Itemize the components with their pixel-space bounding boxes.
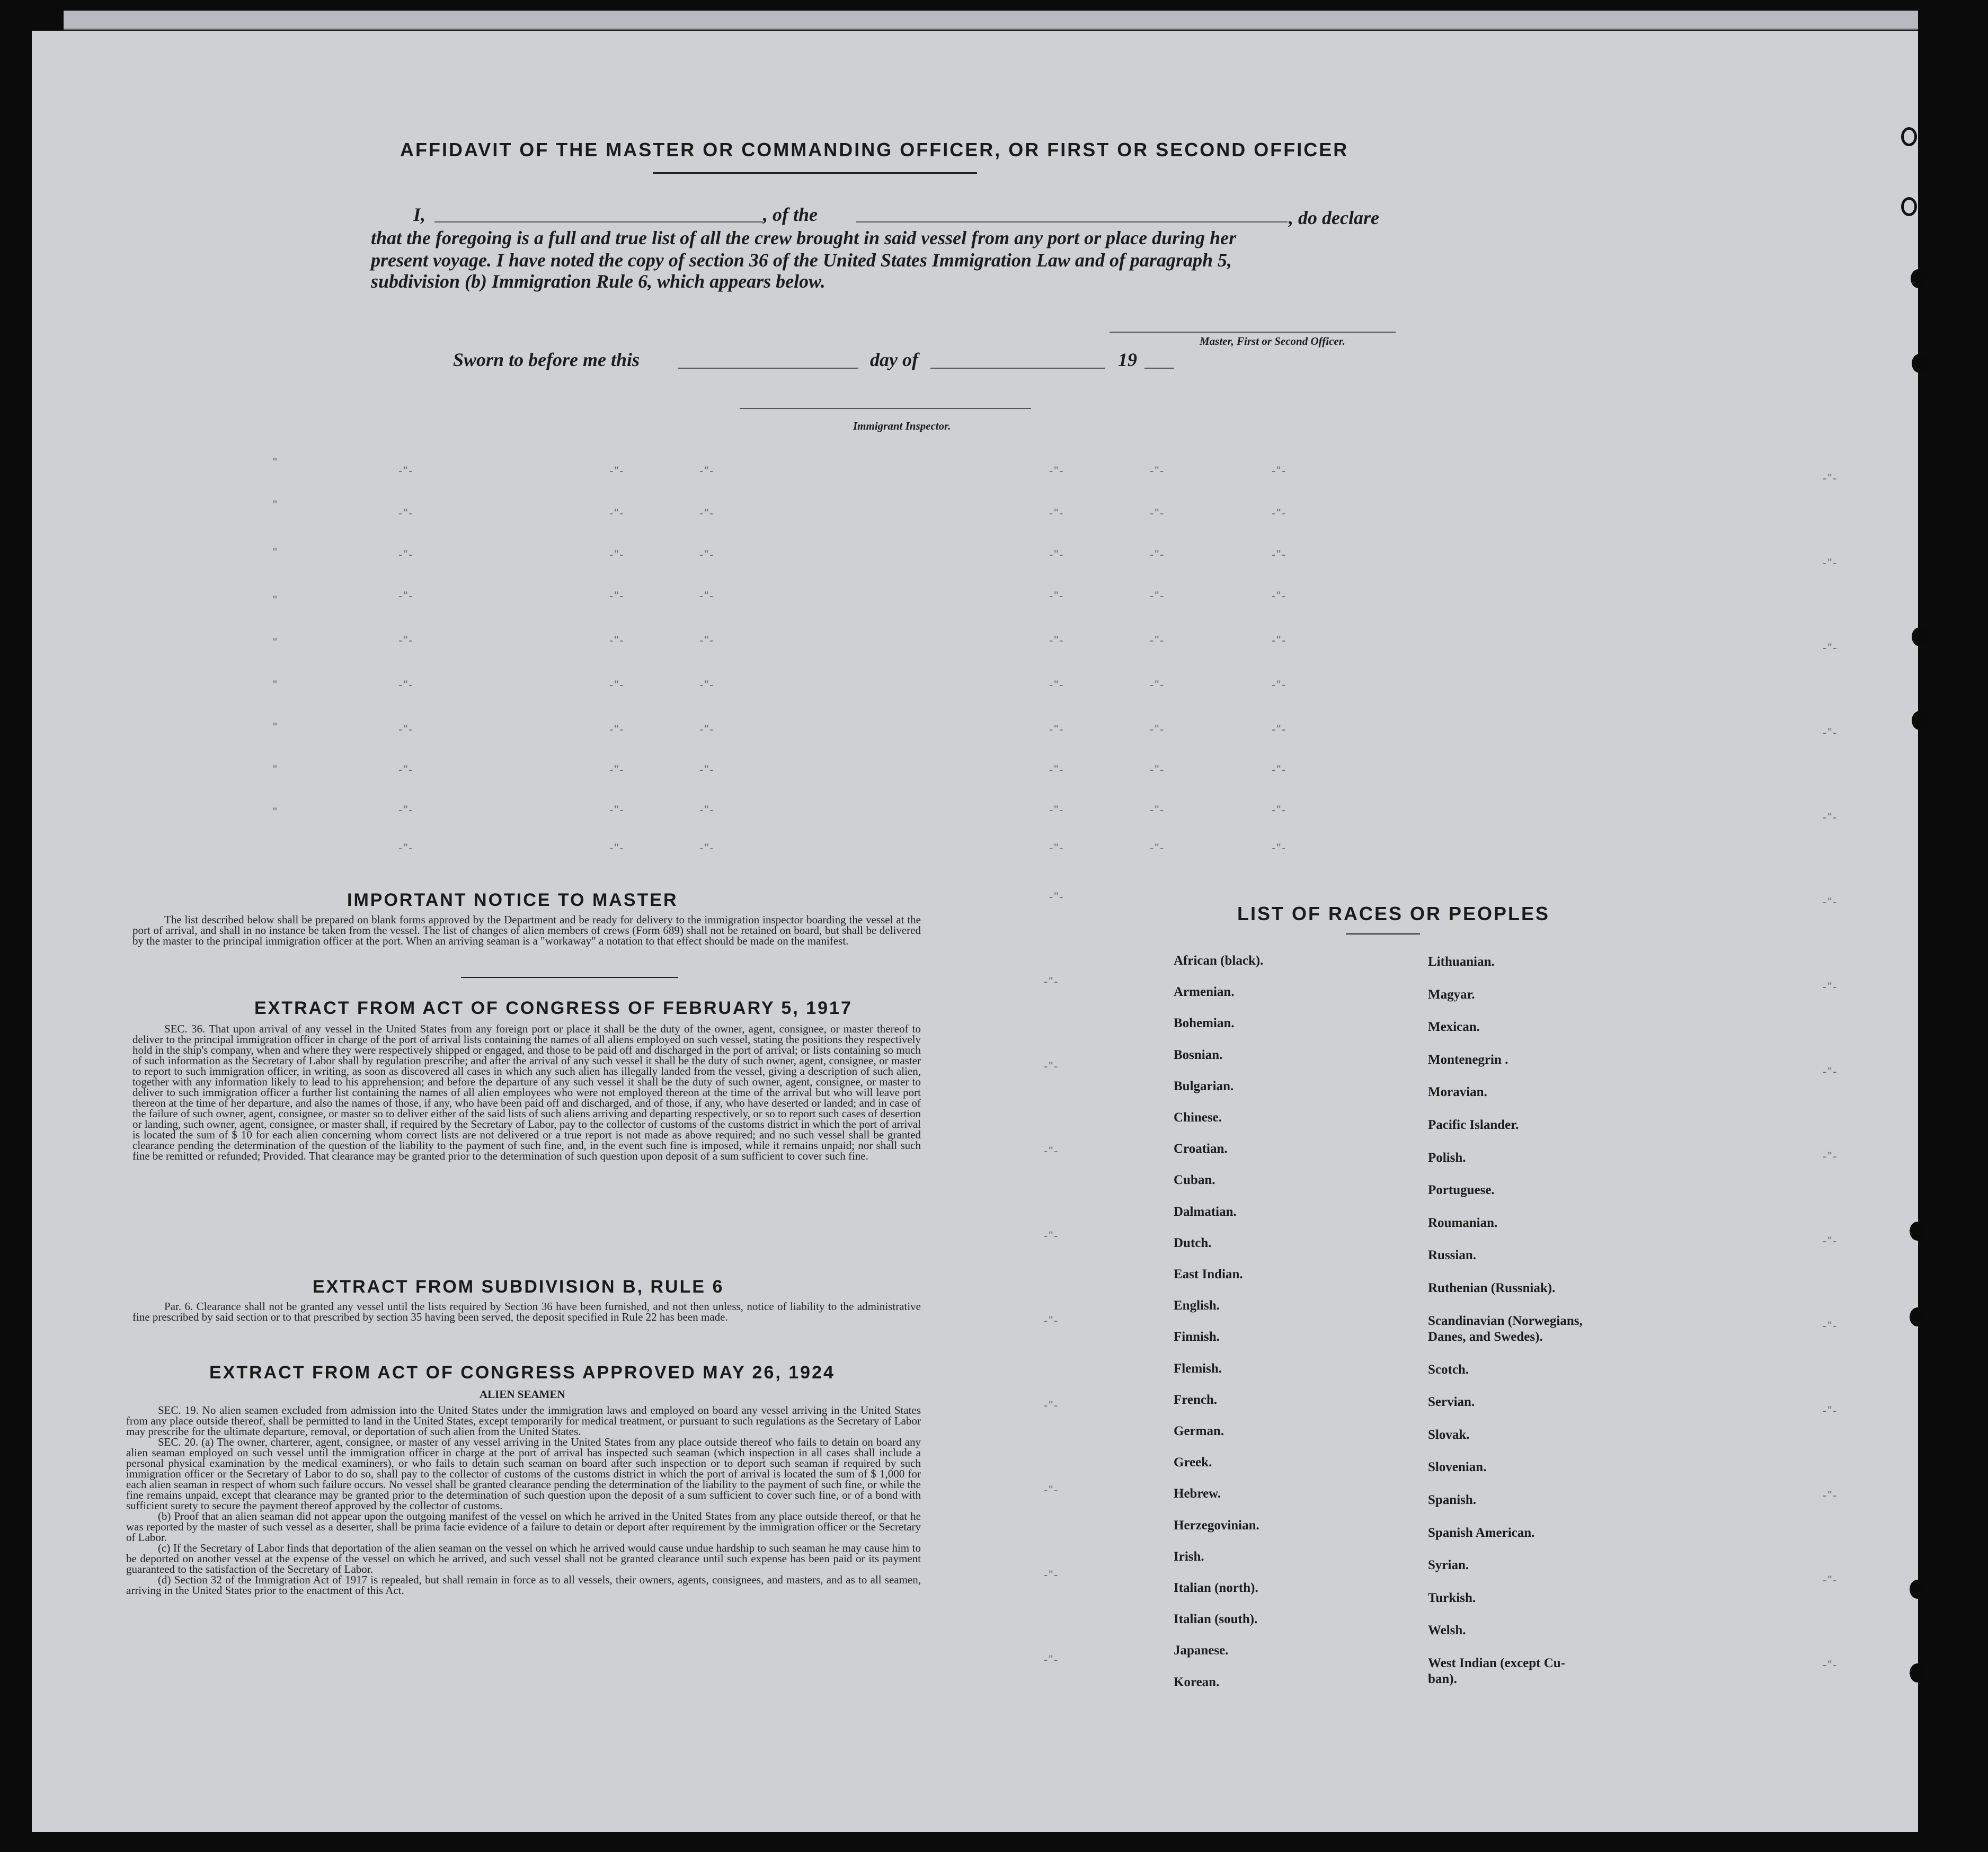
race-item: Korean.: [1174, 1675, 1220, 1689]
ditto-mark: ": [273, 593, 278, 607]
race-item: Bosnian.: [1174, 1047, 1223, 1062]
ditto-mark: -"-: [1044, 975, 1059, 988]
rule6-title: EXTRACT FROM SUBDIVISION B, RULE 6: [313, 1277, 724, 1297]
ditto-mark: -"-: [1823, 471, 1838, 485]
inspector-signature-field[interactable]: [740, 408, 1031, 409]
ditto-mark: -"-: [1272, 763, 1287, 776]
ditto-mark: -"-: [398, 723, 414, 736]
race-item: Dalmatian.: [1174, 1204, 1237, 1219]
ditto-mark: -"-: [1823, 726, 1838, 739]
ditto-mark: -"-: [609, 589, 625, 602]
affidavit-title: AFFIDAVIT OF THE MASTER OR COMMANDING OFFICER, OR FIRST OR SECOND OFFICER: [400, 139, 1349, 161]
race-item: Polish.: [1428, 1150, 1466, 1165]
race-item: Mexican.: [1428, 1020, 1480, 1035]
ditto-mark: ": [273, 546, 278, 559]
ditto-mark: -"-: [1049, 841, 1064, 854]
sec-20d-paragraph: (d) Section 32 of the Immigration Act of 1917 is repealed, but shall remain in force as to all vessels, their owners, agents, consignees, and masters, and as to all seamen, arriving in the United States prior to the enactment of this Act.: [126, 1573, 921, 1597]
ditto-mark: -"-: [1049, 464, 1064, 477]
races-underline: [1346, 933, 1420, 934]
ditto-mark: -"-: [398, 634, 414, 647]
rule6-text: [132, 1301, 921, 1322]
ditto-mark: -"-: [1823, 1404, 1838, 1417]
ditto-mark: -"-: [1823, 1065, 1838, 1078]
ditto-mark: -"-: [699, 841, 715, 854]
race-item: Lithuanian.: [1428, 955, 1495, 969]
ditto-mark: -"-: [398, 763, 414, 776]
race-item: Japanese.: [1174, 1643, 1229, 1658]
race-item: ban).: [1428, 1672, 1457, 1686]
race-item: Welsh.: [1428, 1623, 1466, 1638]
extract-1924-title: EXTRACT FROM ACT OF CONGRESS APPROVED MAY 26, 1924: [209, 1363, 835, 1383]
ditto-mark: -"-: [609, 678, 625, 691]
race-item: Italian (south).: [1174, 1612, 1258, 1627]
races-title: LIST OF RACES OR PEOPLES: [1237, 903, 1550, 924]
ditto-mark: -"-: [1272, 634, 1287, 647]
ditto-mark: -"-: [398, 464, 414, 477]
ditto-mark: -"-: [1150, 841, 1165, 854]
race-item: Scotch.: [1428, 1362, 1469, 1377]
master-signature-field[interactable]: [1110, 332, 1396, 333]
ditto-mark: -"-: [1049, 803, 1064, 816]
race-item: Greek.: [1174, 1455, 1212, 1470]
sworn-text: Sworn to before me this: [453, 349, 640, 370]
day-of-text: day of: [870, 349, 918, 370]
notice-title: IMPORTANT NOTICE TO MASTER: [347, 890, 678, 910]
ditto-mark: -"-: [1272, 589, 1287, 602]
race-item: Pacific Islander.: [1428, 1118, 1519, 1132]
ditto-mark: -"-: [1272, 723, 1287, 736]
race-item: Slovak.: [1428, 1427, 1470, 1442]
race-item: English.: [1174, 1298, 1220, 1313]
sworn-day-field[interactable]: [678, 368, 858, 369]
race-item: Turkish.: [1428, 1590, 1476, 1605]
affidavit-line-1: that the foregoing is a full and true list of all the crew brought in said vessel from any port or place during her: [371, 227, 1237, 248]
notice-underline: [461, 977, 678, 978]
ditto-mark: -"-: [1823, 1573, 1838, 1587]
ditto-mark: -"-: [1044, 1653, 1059, 1666]
race-item: Slovenian.: [1428, 1460, 1487, 1475]
declare-text: , do declare: [1289, 207, 1379, 228]
vessel-name-field[interactable]: [856, 221, 1288, 222]
ditto-mark: -"-: [1150, 803, 1165, 816]
ditto-mark: -"-: [1823, 1319, 1838, 1332]
race-item: Syrian.: [1428, 1558, 1469, 1573]
ditto-mark: -"-: [1044, 1144, 1059, 1158]
ditto-mark: -"-: [1150, 589, 1165, 602]
ditto-mark: ": [273, 678, 278, 691]
race-item: French.: [1174, 1392, 1218, 1407]
ditto-mark: -"-: [1150, 506, 1165, 520]
race-item: Roumanian.: [1428, 1215, 1498, 1230]
ditto-mark: -"-: [1823, 811, 1838, 824]
race-item: Ruthenian (Russniak).: [1428, 1281, 1556, 1295]
ditto-mark: -"-: [1044, 1483, 1059, 1497]
race-item: African (black).: [1174, 954, 1264, 968]
affidavit-line-2: present voyage. I have noted the copy of section 36 of the United States Immigration Law and of paragraph 5,: [371, 250, 1232, 271]
ditto-mark: -"-: [398, 548, 414, 561]
ditto-mark: -"-: [699, 803, 715, 816]
affidavit-line-3: subdivision (b) Immigration Rule 6, which appears below.: [371, 271, 826, 292]
sec-20c-paragraph: (c) If the Secretary of Labor finds that deportation of the alien seaman on the vessel on which he arrived would cause undue hardship to such seaman he may cause him to be deported on another vessel at the expense of the vessel on which he arrived, and such vessel shall not be granted clearance until such expense has been paid or its payment guaranteed to the satisfaction of the Secretary of Labor.: [126, 1542, 921, 1575]
ditto-mark: -"-: [1049, 723, 1064, 736]
punch-hole-icon: [1910, 1663, 1925, 1682]
race-item: Chinese.: [1174, 1110, 1222, 1125]
ditto-mark: -"-: [699, 763, 715, 776]
ditto-mark: -"-: [1044, 1399, 1059, 1412]
ditto-mark: -"-: [1272, 841, 1287, 854]
ditto-mark: -"-: [398, 506, 414, 520]
punch-hole-icon: [1910, 1307, 1925, 1326]
ditto-mark: -"-: [398, 678, 414, 691]
ditto-mark: -"-: [1272, 506, 1287, 520]
race-item: Bulgarian.: [1174, 1079, 1234, 1093]
title-underline: [653, 172, 977, 174]
ditto-mark: -"-: [609, 803, 625, 816]
punch-hole-icon: [1912, 711, 1928, 730]
race-item: Cuban.: [1174, 1173, 1215, 1188]
race-item: Dutch.: [1174, 1235, 1212, 1250]
ditto-mark: -"-: [1150, 763, 1165, 776]
race-item: East Indian.: [1174, 1267, 1243, 1281]
race-item: Servian.: [1428, 1395, 1475, 1410]
race-item: Spanish American.: [1428, 1525, 1535, 1540]
notice-paragraph: The list described below shall be prepared on blank forms approved by the Department and be ready for delivery to the immigration inspector boarding the vessel at the port of arrival, and shall in no instance be taken from the vessel. The list of changes of alien members of crews (Form 689) shall not be retained on board, but shall be delivered by the master to the principal immigration officer at the port. When an arriving seaman is a "workaway" a notation to that effect should be made on the manifest.: [132, 913, 921, 947]
ditto-mark: -"-: [1823, 556, 1838, 569]
punch-hole-icon: [1912, 627, 1928, 646]
race-item: Magyar.: [1428, 987, 1475, 1002]
ditto-mark: ": [273, 456, 278, 469]
ditto-mark: -"-: [609, 763, 625, 776]
ditto-mark: -"-: [1823, 641, 1838, 654]
ditto-mark: -"-: [1044, 1314, 1059, 1327]
inspector-label: Immigrant Inspector.: [853, 420, 951, 432]
ditto-mark: -"-: [699, 464, 715, 477]
notice-text: [132, 914, 921, 946]
race-item: Danes, and Swedes).: [1428, 1329, 1543, 1344]
punch-hole-icon: [1910, 1580, 1925, 1599]
declarant-label: I,: [413, 204, 426, 225]
ditto-mark: -"-: [1823, 895, 1838, 909]
race-item: Finnish.: [1174, 1330, 1220, 1345]
ditto-mark: -"-: [1049, 634, 1064, 647]
ditto-mark: -"-: [699, 723, 715, 736]
ditto-mark: -"-: [1823, 1658, 1838, 1671]
ditto-mark: -"-: [1823, 1489, 1838, 1502]
ditto-mark: -"-: [1049, 678, 1064, 691]
ditto-mark: -"-: [1049, 589, 1064, 602]
ditto-mark: ": [273, 805, 278, 818]
ditto-mark: -"-: [1272, 464, 1287, 477]
sec-19-paragraph: SEC. 19. No alien seamen excluded from admission into the United States under the immigration laws and employed on board any vessel arriving in the United States from any place outside thereof, shall be permitted to land in the United States, except temporarily for medical treatment, or pursuant to such regulations as the Secretary of Labor may prescribe for the ultimate departure, removal, or deportation of such alien from the United States.: [126, 1404, 921, 1438]
declarant-name-field[interactable]: [434, 221, 763, 222]
ditto-mark: -"-: [1049, 890, 1064, 903]
race-item: Moravian.: [1428, 1085, 1487, 1100]
punch-hole-icon: [1912, 354, 1928, 373]
ditto-mark: -"-: [1049, 548, 1064, 561]
race-item: Montenegrin .: [1428, 1052, 1508, 1067]
ditto-mark: -"-: [1044, 1229, 1059, 1242]
ditto-mark: -"-: [1049, 763, 1064, 776]
ditto-mark: -"-: [1823, 1234, 1838, 1248]
race-item: Bohemian.: [1174, 1016, 1235, 1031]
year-prefix: 19: [1118, 349, 1137, 370]
ditto-mark: -"-: [1272, 548, 1287, 561]
ditto-mark: -"-: [1150, 548, 1165, 561]
race-item: Irish.: [1174, 1549, 1204, 1564]
race-item: Portuguese.: [1428, 1183, 1495, 1198]
ditto-mark: -"-: [609, 723, 625, 736]
ditto-mark: -"-: [1823, 1150, 1838, 1163]
ditto-mark: ": [273, 636, 278, 649]
ditto-mark: -"-: [398, 841, 414, 854]
ditto-mark: -"-: [1044, 1059, 1059, 1073]
sworn-year-field[interactable]: [1144, 368, 1174, 369]
par-6-paragraph: Par. 6. Clearance shall not be granted any vessel until the lists required by Section 36 have been furnished, and not then unless, notice of liability to the administrative fine prescribed by said section or to that prescribed by section 35 having been served, the deposit specified in Rule 22 has been made.: [132, 1300, 921, 1323]
race-item: Spanish.: [1428, 1493, 1477, 1507]
race-item: West Indian (except Cu-: [1428, 1656, 1566, 1670]
ditto-mark: -"-: [1150, 723, 1165, 736]
ditto-mark: ": [273, 763, 278, 776]
race-item: Herzegovinian.: [1174, 1518, 1259, 1533]
race-item: Hebrew.: [1174, 1486, 1221, 1501]
ditto-mark: -"-: [1044, 1568, 1059, 1581]
ditto-mark: -"-: [1272, 803, 1287, 816]
section-36-paragraph: SEC. 36. That upon arrival of any vessel in the United States from any foreign port or place it shall be the duty of the owner, agent, consignee, or master thereof to deliver to the principal immigration officer in charge of the port of arrival lists containing the names of all aliens employed on such vessel, stating the positions they respectively hold in the ship's company, when and where they were respectively shipped or engaged, and those to be paid off and discharged in the port of arrival; or lists containing so much of such information as the Secretary of Labor shall by regulation prescribe; and after the arrival of any such vessel it shall be the duty of such owner, agent, consignee, or master to report to such immigration officer, in writing, as soon as discovered all cases in which any such alien has illegally landed from the vessel, giving a description of such alien, together with any information likely to lead to his apprehension; and before the departure of any such vessel it shall be the duty of such owner, agent, consignee, or master to deliver to such immigration officer a further list containing the names of all alien employees who were not employed thereon at the time of the arrival but who will leave port thereon at the time of her departure, and also the names of those, if any, who have been paid off and discharged, and of those, if any, who have deserted or landed; and in case of the failure of such owner, agent, consignee, or master so to deliver either of the said lists of such aliens arriving and departing respectively, or so to report such cases of desertion or landing, such owner, agent, consignee, or master shall, if required by the Secretary of Labor, pay to the collector of customs of the customs district in which the port of arrival is located the sum of $ 10 for each alien concerning whom correct lists are not delivered or a true report is not made as above required; and no such vessel shall be granted clearance pending the determination of the question of the liability to the payment of such fine, and, in the event such fine is imposed, while it remains unpaid; nor shall such fine be remitted or refunded; Provided. That clearance may be granted prior to the determination of such question upon deposit of a sum sufficient to cover such fine.: [132, 1022, 921, 1162]
race-item: Scandinavian (Norwegians,: [1428, 1313, 1583, 1328]
ditto-mark: -"-: [699, 589, 715, 602]
punch-hole-icon: [1901, 127, 1917, 146]
race-item: Flemish.: [1174, 1361, 1222, 1376]
ditto-mark: -"-: [398, 803, 414, 816]
ditto-mark: -"-: [1150, 678, 1165, 691]
race-item: Croatian.: [1174, 1142, 1228, 1156]
punch-hole-icon: [1901, 197, 1917, 216]
ditto-mark: ": [273, 498, 278, 511]
ditto-mark: -"-: [1049, 506, 1064, 520]
ditto-mark: -"-: [609, 634, 625, 647]
ditto-mark: -"-: [1272, 678, 1287, 691]
ditto-mark: -"-: [1823, 980, 1838, 993]
page-top-edge: [64, 11, 1918, 30]
ditto-mark: -"-: [1150, 634, 1165, 647]
ditto-mark: -"-: [699, 634, 715, 647]
ditto-mark: -"-: [699, 548, 715, 561]
extract-1917-text: [132, 1023, 921, 1161]
punch-hole-icon: [1911, 269, 1927, 288]
extract-1924-subtitle: ALIEN SEAMEN: [480, 1388, 565, 1401]
punch-hole-icon: [1910, 1222, 1925, 1241]
ditto-mark: -"-: [609, 841, 625, 854]
ditto-mark: -"-: [699, 506, 715, 520]
sec-20b-paragraph: (b) Proof that an alien seaman did not appear upon the outgoing manifest of the vessel on which he arrived in the United States from any place outside thereof, or that he was reported by the master of such vessel as a deserter, shall be prima facie evidence of a failure to detain or deport after requirement by the immigration officer or the Secretary of Labor.: [126, 1510, 921, 1544]
vessel-label: , of the: [763, 204, 818, 225]
race-item: Armenian.: [1174, 985, 1235, 1000]
extract-1924-text: [126, 1405, 921, 1596]
race-item: German.: [1174, 1424, 1224, 1438]
ditto-mark: -"-: [1150, 464, 1165, 477]
sworn-month-field[interactable]: [930, 368, 1105, 369]
ditto-mark: ": [273, 720, 278, 734]
ditto-mark: -"-: [609, 506, 625, 520]
master-signature-label: Master, First or Second Officer.: [1200, 335, 1345, 348]
ditto-mark: -"-: [609, 464, 625, 477]
sec-20-paragraph: SEC. 20. (a) The owner, charterer, agent, consignee, or master of any vessel arriving in the United States from any place outside thereof who fails to detain on board any alien seaman employed on such vessel until the immigration officer in charge at the port of arrival has inspected such seaman (which inspection in all cases shall include a personal physical examination by the medical examiners), or who fails to detain such seaman on board after such inspection or to deport such seaman if required by such immigration officer or the Secretary of Labor to do so, shall pay to the collector of customs of the customs district in which the port of arrival is located the sum of $ 1,000 for each alien seaman in respect of whom such failure occurs. No vessel shall be granted clearance pending the determination of the liability to the payment of such fine, or while the fine remains unpaid, except that clearance may be granted prior to the determination of such question upon the deposit of a sum sufficient to cover such fine, or of a bond with sufficient surety to secure the payment thereof approved by the collector of customs.: [126, 1436, 921, 1512]
extract-1917-title: EXTRACT FROM ACT OF CONGRESS OF FEBRUARY 5, 1917: [254, 998, 853, 1018]
race-item: Italian (north).: [1174, 1581, 1258, 1595]
ditto-mark: -"-: [609, 548, 625, 561]
race-item: Russian.: [1428, 1248, 1477, 1263]
ditto-mark: -"-: [398, 589, 414, 602]
ditto-mark: -"-: [699, 678, 715, 691]
